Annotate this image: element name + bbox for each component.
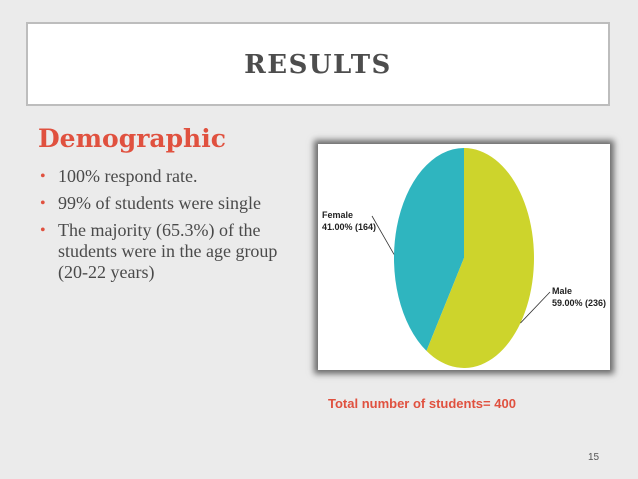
title-box: [26, 22, 610, 106]
slide-title: RESULTS: [244, 50, 392, 80]
pie-chart-frame: [318, 144, 610, 370]
bullet-item: [38, 220, 298, 283]
page-number: 15: [588, 452, 600, 463]
bullet-item: [38, 193, 298, 214]
slice-label-male: Male: [552, 286, 573, 296]
section-heading: Demographic: [38, 124, 226, 153]
bullet-item: [38, 166, 298, 187]
bullet-dot-icon: •: [40, 222, 46, 239]
total-students-note: Total number of students= 400: [328, 396, 516, 411]
slice-value-male: 59.00% (236): [552, 298, 607, 308]
pie-chart: [318, 144, 610, 370]
bullet-text: The majority (65.3%) of the students were in the age group (20-22 years): [58, 220, 278, 282]
slice-value-female: 41.00% (164): [322, 222, 377, 232]
bullet-text: 99% of students were single: [58, 193, 261, 213]
bullet-list: [38, 166, 298, 289]
bullet-text: 100% respond rate.: [58, 166, 198, 186]
bullet-dot-icon: •: [40, 168, 46, 185]
bullet-dot-icon: •: [40, 195, 46, 212]
slice-label-female: Female: [322, 210, 354, 220]
